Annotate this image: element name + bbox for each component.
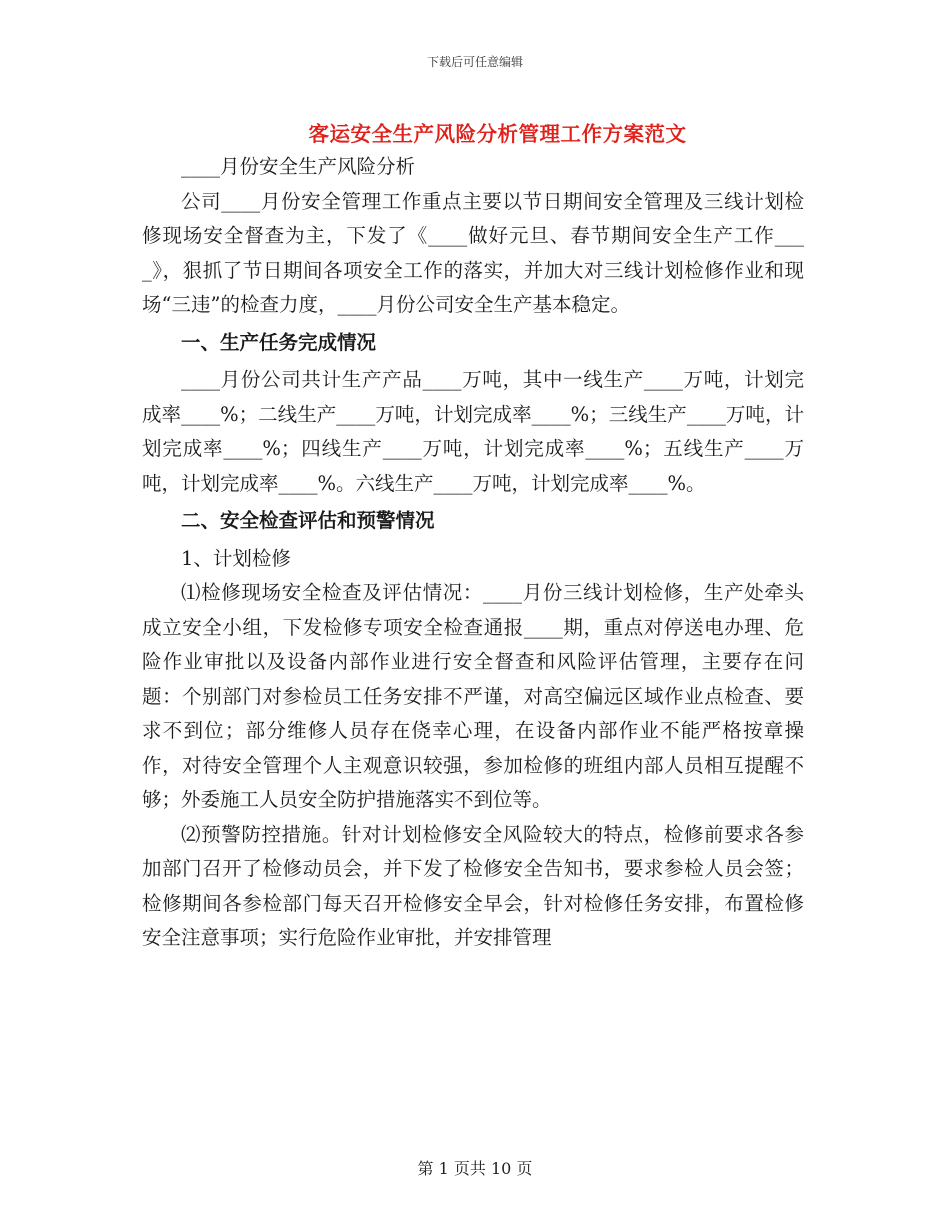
- page-number: 第 1 页共 10 页: [417, 1159, 533, 1178]
- subsection-heading-planned-maintenance: 1、计划检修: [181, 546, 291, 570]
- month-analysis-subtitle: ____月份安全生产风险分析: [181, 155, 416, 178]
- header-note: 下载后可任意编辑: [426, 55, 523, 69]
- maintenance-inspection-paragraph: ⑴检修现场安全检查及评估情况：____月份三线计划检修，生产处牵头成立安全小组，下发检修专项安全检查通报____期，重点对停送电办理、危险作业审批以及设备内部作业进行安全督查和风险评估管理，主要存在问题：个别部门对参检员工任务安排不严谨，对高空偏远区域作业点检查、要求不到位；部分维修人员存在侥幸心理，在设备内部作业不能严格按章操作，对待安全管理个人主观意识较强，参加检修的班组内部人员相互提醒不够；外委施工人员安全防护措施落实不到位等。: [142, 581, 804, 811]
- production-paragraph: ____月份公司共计生产产品____万吨，其中一线生产____万吨，计划完成率____%；二线生产____万吨，计划完成率____%；三线生产____万吨，计划完成率____%；四线生产____万吨，计划完成率____%；五线生产____万吨，计划完成率____%。六线生产____万吨，计划完成率____%。: [142, 368, 804, 495]
- warning-control-paragraph: ⑵预警防控措施。针对计划检修安全风险较大的特点，检修前要求各参加部门召开了检修动员会，并下发了检修安全告知书，要求参检人员会签；检修期间各参检部门每天召开检修安全早会，针对检修任务安排，布置检修安全注意事项；实行危险作业审批，并安排管理: [142, 822, 804, 949]
- intro-paragraph: 公司____月份安全管理工作重点主要以节日期间安全管理及三线计划检修现场安全督查为主，下发了《____做好元旦、春节期间安全生产工作____》，狠抓了节日期间各项安全工作的落实，并加大对三线计划检修作业和现场“三违”的检查力度，____月份公司安全生产基本稳定。: [142, 189, 804, 316]
- section-heading-production: 一、生产任务完成情况: [181, 330, 377, 354]
- document-title: 客运安全生产风险分析管理工作方案范文: [308, 122, 687, 146]
- section-heading-safety-check: 二、安全检查评估和预警情况: [181, 509, 435, 532]
- document-body: [142, 150, 804, 956]
